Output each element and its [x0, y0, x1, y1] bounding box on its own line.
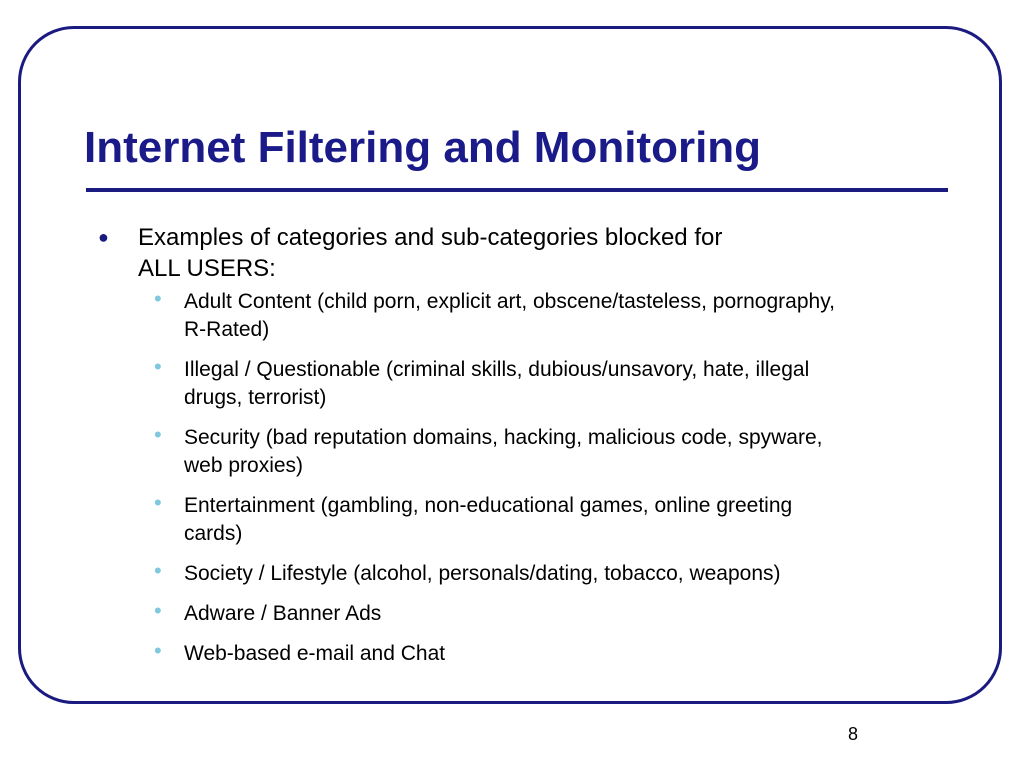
- sub-item-line1: Illegal / Questionable (criminal skills, dubious/unsavory, hate, illegal: [184, 358, 810, 381]
- main-bullet-line1: Examples of categories and sub-categories blocked for: [138, 224, 723, 251]
- sub-item-line1: Adware / Banner Ads: [184, 602, 382, 625]
- sub-item-line1: Web-based e-mail and Chat: [184, 642, 446, 665]
- main-bullet: [96, 222, 986, 284]
- list-item: [96, 288, 986, 344]
- list-item: [96, 600, 986, 628]
- list-item: [96, 424, 986, 480]
- sub-bullet-list: [96, 288, 986, 668]
- slide-content: [96, 222, 986, 680]
- sub-bullet-icon: •: [154, 638, 162, 663]
- sub-item-line1: Entertainment (gambling, non-educational games, online greeting: [184, 494, 793, 517]
- sub-item-line2: web proxies): [184, 454, 304, 477]
- list-item: [96, 640, 986, 668]
- list-item: [96, 492, 986, 548]
- sub-item-line1: Society / Lifestyle (alcohol, personals/dating, tobacco, weapons): [184, 562, 781, 585]
- list-item: [96, 560, 986, 588]
- sub-bullet-icon: •: [154, 558, 162, 583]
- sub-bullet-icon: •: [154, 598, 162, 623]
- sub-bullet-icon: •: [154, 490, 162, 515]
- sub-item-line1: Adult Content (child porn, explicit art, obscene/tasteless, pornography,: [184, 290, 835, 313]
- sub-bullet-icon: •: [154, 354, 162, 379]
- sub-item-line2: R-Rated): [184, 318, 270, 341]
- sub-bullet-icon: •: [154, 286, 162, 311]
- sub-item-line2: drugs, terrorist): [184, 386, 327, 409]
- title-underline: [86, 188, 948, 192]
- main-bullet-line2: ALL USERS:: [138, 255, 276, 282]
- slide-title: Internet Filtering and Monitoring: [84, 123, 762, 172]
- sub-bullet-icon: •: [154, 422, 162, 447]
- list-item: [96, 356, 986, 412]
- sub-item-line1: Security (bad reputation domains, hacking, malicious code, spyware,: [184, 426, 823, 449]
- sub-item-line2: cards): [184, 522, 243, 545]
- page-number: 8: [848, 724, 859, 744]
- bullet-dot-icon: ●: [98, 227, 109, 247]
